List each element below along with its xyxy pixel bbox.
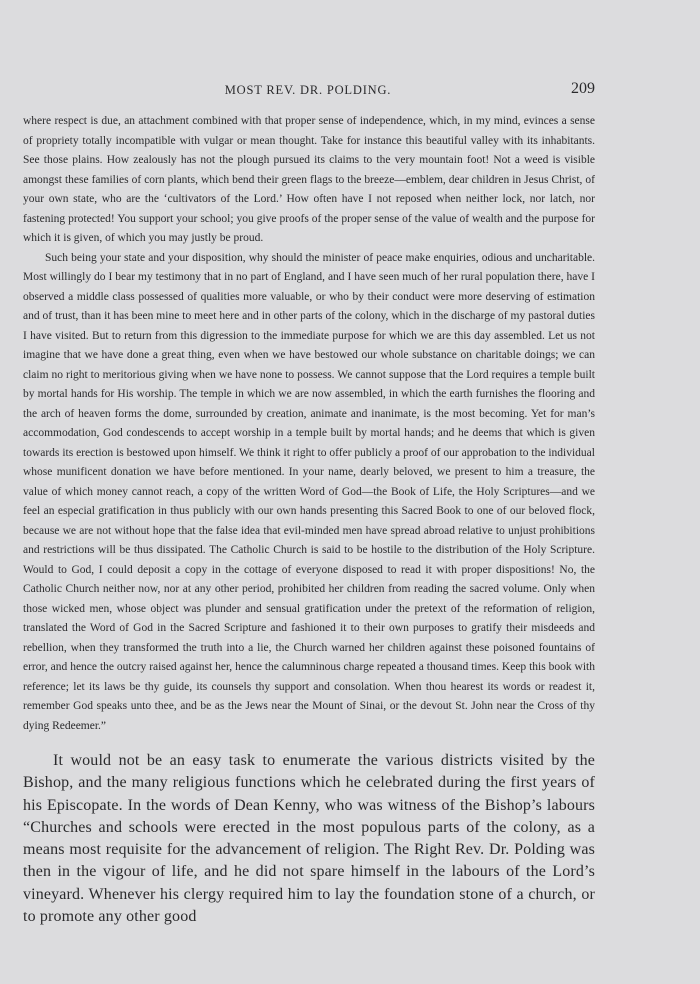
running-head	[0, 80, 700, 100]
quote-paragraph-2: Such being your state and your disposition, why should the minister of peace make enquiries, odious and uncharitable. Most willingly do I bear my testimony that in no part of England, and I have seen much of her rural population there, have I observed a middle class possessed of qualities more valuable, or who by their conduct were more deserving of estimation and of trust, than it has been mine to meet here and in other parts of the colony, which in the discharge of my pastoral duties I have visited. But to return from this digression to the immediate purpose for which we are this day assembled. Let us not imagine that we have done a great thing, even when we have bestowed our whole substance on charitable doings; we can claim no right to meritorious giving when we have none to possess. We cannot suppose that the Lord requires a temple built by mortal hands for His worship. The temple in which we are now assembled, in which the earth furnishes the flooring and the arch of heaven forms the dome, surrounded by creation, animate and inanimate, is the most becoming. Yet for man’s accommodation, God condescends to accept worship in a temple built by mortal hands; and he deems that which is given towards its erection is bestowed upon himself. We think it right to offer publicly a proof of our approbation to the individual whose munificent donation we have before mentioned. In your name, dearly beloved, we present to him a treasure, the value of which money cannot reach, a copy of the written Word of God—the Book of Life, the Holy Scriptures—and we feel an especial gratification in thus publicly with our own hands presenting this Sacred Book to one of our beloved flock, because we are not without hope that the false idea that evil-minded men have spread abroad relative to unjust prohibitions and restrictions will be thus dissipated. The Catholic Church is said to be hostile to the distribution of the Holy Scripture. Would to God, I could deposit a copy in the cottage of everyone disposed to read it with proper dispositions! No, the Catholic Church neither now, nor at any other period, prohibited her children from reading the sacred volume. Only when those wicked men, whose object was plunder and sensual gratification under the pretext of the reformation of religion, translated the Word of God in the Sacred Scripture and fashioned it to their own purposes to gratify their misdeeds and rebellion, when they transformed the truth into a lie, the Church warned her children against these poisoned fountains of error, and hence the outcry raised against her, hence the calumninous charge repeated a thousand times. Keep this book with reference; let its laws be thy guide, its counsels thy support and consolation. When thou hearest its words or readest it, remember God speaks unto thee, and be as the Jews near the Mount of Sinai, or the devout St. John near the Cross of thy dying Redeemer.”	[23, 251, 595, 732]
page-body	[23, 112, 595, 928]
page-number: 209	[571, 80, 595, 97]
quote-paragraph-1: where respect is due, an attachment combined with that proper sense of independence, which, in my mind, evinces a sense of propriety totally incompatible with vulgar or mean thought. Take for instance this beautiful valley with its inhabitants. See those plains. How zealously has not the plough pursued its claims to the very mountain foot! Not a weed is visible amongst these families of corn plants, which bend their green flags to the breeze—emblem, dear children in Jesus Christ, of your own state, who are the ‘cultivators of the Lord.’ How often have I not reposed when neither lock, nor latch, nor fastening protected! You support your school; you give proofs of the proper sense of the value of wealth and the purpose for which it is given, of which you may justly be proud.	[23, 115, 595, 244]
narrative-paragraph: It would not be an easy task to enumerate the various districts visited by the Bishop, and the many religious functions which he celebrated during the first years of his Episcopate. In the words of Dean Kenny, who was witness of the Bishop’s labours “Churches and schools were erected in the most populous parts of the colony, as a means most requisite for the advancement of religion. The Right Rev. Dr. Polding was then in the vigour of life, and he did not spare himself in the labours of the Lord’s vineyard. Whenever his clergy required him to lay the foundation stone of a church, or to promote any other good	[23, 752, 595, 926]
running-head-title: MOST REV. DR. POLDING.	[224, 83, 392, 97]
quoted-address	[23, 112, 595, 736]
